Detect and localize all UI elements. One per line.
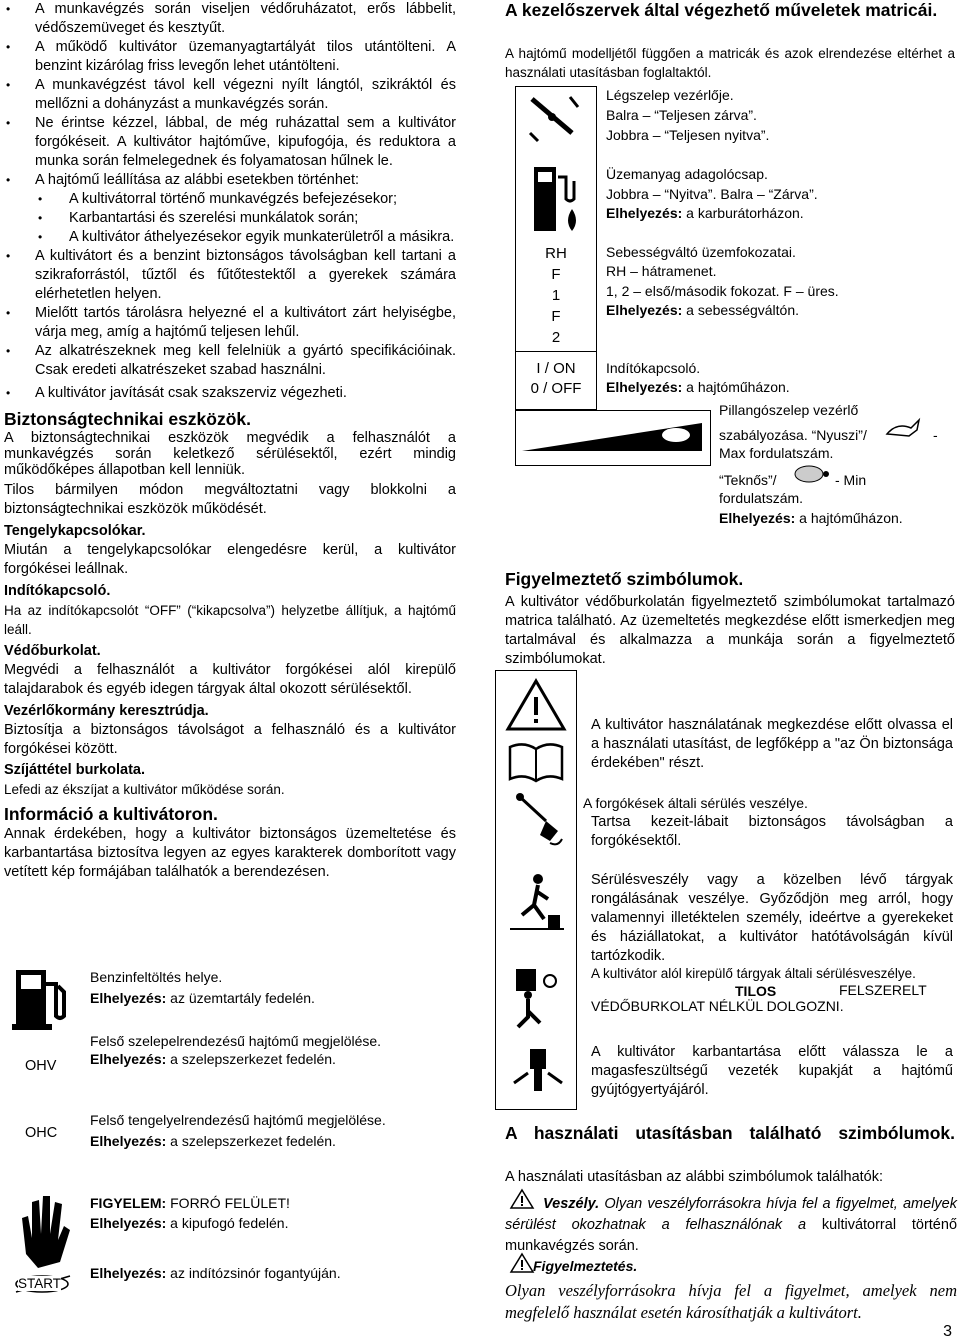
decal-hot-text: FIGYELEM: FORRÓ FELÜLET! [90, 1195, 290, 1211]
fuel-title: Üzemanyag adagolócsap. [606, 166, 768, 182]
safety-text-2: Tilos bármilyen módon megváltoztatni vagy blokkolni a biztonságtechnikai eszközök működését. [4, 482, 456, 517]
manual-intro: A használati utasításban az alábbi szimbólumok találhatók: [505, 1169, 884, 1185]
sub-bullet-item: • A kultivátor áthelyezésekor egyik munkaterületről a másikra. [4, 228, 456, 247]
bullet-item: • A munkavégzés során viseljen védőruházatot, erős lábbelit, védőszemüveget és kesztyűt. [4, 0, 456, 38]
ohc-code: OHC [25, 1125, 58, 1141]
throttle-dash: - [933, 427, 938, 443]
warn-item-debris: A kultivátor alól kirepülő tárgyak általi sérülésveszélye. [591, 966, 916, 981]
throttle-rpm: fordulatszám. [719, 490, 804, 506]
decal-hot-loc [90, 1214, 288, 1233]
loc-value: a karburátorházon. [686, 205, 804, 221]
choke-title: Légszelep vezérlője. [606, 87, 734, 103]
start-code: START [18, 1276, 62, 1291]
gear-code: F [551, 266, 561, 283]
fuel-dirs: Jobbra – “Nyitva”. Balra – “Zárva”. [606, 186, 818, 202]
throttle-turtle: “Teknős”/ [719, 472, 777, 488]
switch-code: 0 / OFF [530, 380, 582, 397]
bullet-item: • Ne érintse kézzel, lábbal, de még ruházattal sem a kultivátor forgókéseit. A kultivátor hajtóműve, kipufogója, és reduktora a munka során felmelegednek és folyamatosan hűlnek le. [4, 114, 456, 171]
switch-title: Indítókapcsoló. [606, 360, 701, 376]
danger-tail: kultivátorral történő munkavégzés során. [505, 1217, 958, 1254]
danger-body: Olyan veszélyforrásokra hívja fel a figyelmet, amelyek sérülést okozhatnak a felhasználónak a [505, 1196, 957, 1233]
gear-code: 1 [551, 287, 561, 304]
handle-title: Vezérlőkormány keresztrúdja. [4, 703, 209, 719]
warn-item-keep-away: Tartsa kezeit-lábait biztonságos távolságban a forgókésektől. [591, 814, 953, 849]
turtle-icon [789, 462, 831, 484]
rotating-blade-icon [510, 791, 566, 853]
loc-label: Elhelyezés: [719, 510, 796, 526]
sub-bullet-item: • A kultivátorral történő munkavégzés befejezésekor; [4, 190, 456, 209]
gear-loc [606, 301, 799, 320]
info-title: Információ a kultivátoron. [4, 804, 218, 824]
gear-code: F [551, 308, 561, 325]
ignition-text: Ha az indítókapcsolót “OFF” (“kikapcsolva”) helyzetbe állítjuk, a hajtómű leáll. [4, 603, 456, 637]
thrown-object-icon [508, 961, 568, 1031]
page-number: 3 [943, 1323, 952, 1340]
bullet-item: • A kultivátort és a benzint biztonságos távolságban kell tartani a szikraforrástól, tűztől és fűtőtestektől a gyerekek számára elérhetetlen helyen. [4, 247, 456, 304]
danger-label: Veszély. [543, 1196, 600, 1212]
decal-ohv-text: Felső szelepelrendezésű hajtómű megjelölése. [90, 1033, 382, 1049]
throttle-min: - Min [835, 472, 867, 488]
danger-text [505, 1194, 957, 1257]
ops-intro: A hajtómű modelljétől függően a matricák és azok elrendezése eltérhet a használati utasításban foglaltaktól. [505, 46, 955, 80]
loc-label: Elhelyezés: [90, 1051, 167, 1067]
bullet-item: • A munkavégzést távol kell végezni nyílt lángtól, szikráktól és mellőzni a dohányzást a munkavégzés során. [4, 76, 456, 114]
decal-ohc-text: Felső tengelyelrendezésű hajtómű megjelölése. [90, 1112, 386, 1128]
fuel-loc [606, 204, 804, 223]
warn-item-spark: A kultivátor karbantartása előtt válassza le a magasfeszültségű vezeték kupakját a hajtómű gyújtógyertyájáról. [591, 1044, 953, 1098]
loc-label: Elhelyezés: [606, 302, 683, 318]
safety-text: A biztonságtechnikai eszközök megvédik a felhasználót a munkavégzés során keletkező sérülésektől, ezért mindig működőképes állapotban kell lenniük. [4, 430, 456, 478]
bullet-item: • A hajtómű leállítása az alábbi esetekben történhet: [4, 171, 456, 190]
read-manual-icon [506, 739, 566, 785]
warn-title: Figyelmeztető szimbólumok. [505, 569, 744, 589]
loc-value: a szelepszerkezet fedelén. [170, 1051, 336, 1067]
ohc-icon [4, 1109, 80, 1175]
bullet-item: • A működő kultivátor üzemanyagtartályát tilos utántölteni. A benzint kizárólag friss levegőn lehet utántölteni. [4, 38, 456, 76]
warning-triangle-icon [504, 677, 568, 733]
decal-fuel-text: Benzinfeltöltés helye. [90, 969, 223, 985]
attention-triangle-icon [509, 1252, 535, 1274]
gear-fwd: 1, 2 – első/második fokozat. F – üres. [606, 283, 839, 299]
warn-item-bystanders: Sérülésveszély vagy a közelben lévő tárgyak rongálásának veszélye. Győződjön meg arról, hogy valamennyi illetéktelen személy, ideértve a gyerekeket és háziállatokat, a kultivátor hatótávolságán kívül tartózkodik. [591, 872, 953, 964]
info-text: Annak érdekében, hogy a kultivátor biztonságos üzemeltetése és karbantartása biztosítva legyen az egyes karakterek domborított vagy vetített kép formájában találhatók a berendezésen. [4, 826, 456, 880]
clutch-text: Miután a tengelykapcsolókar elengedésre kerül, a kultivátor forgókései leállnak. [4, 542, 456, 577]
loc-value: a kipufogó fedelén. [170, 1215, 289, 1231]
ohv-icon [4, 1036, 80, 1102]
gear-codes [516, 243, 596, 348]
ignition-title: Indítókapcsoló. [4, 583, 111, 599]
gear-title: Sebességváltó üzemfokozatai. [606, 244, 796, 260]
attention-label: Figyelmeztetés. [533, 1258, 638, 1274]
loc-value: a hajtóműházon. [799, 510, 903, 526]
throttle-rabbit [719, 426, 867, 445]
ops-title: A kezelőszervek által végezhető műveletek matricái. [505, 0, 938, 20]
throttle-max: Max fordulatszám. [719, 445, 834, 461]
choke-left: Balra – “Teljesen zárva”. [606, 107, 757, 123]
decal-fuel-loc [90, 989, 315, 1008]
bullet-item: • Az alkatrészeknek meg kell felelniük a gyártó specifikációinak. Csak eredeti alkatrészeket szabad használni. [4, 342, 456, 380]
controls-icon-column [515, 86, 597, 410]
spark-plug-icon [508, 1043, 568, 1103]
warning-icon-column [495, 670, 577, 1110]
switch-loc [606, 378, 790, 397]
bullet-item: • A kultivátor javítását csak szakszerviz végezheti. [4, 384, 456, 403]
gear-code: RH [545, 245, 567, 262]
loc-value: a szelepszerkezet fedelén. [170, 1133, 336, 1149]
hot-surface-hand-icon [12, 1188, 78, 1296]
manual-title: A használati utasításban található szimbólumok. [505, 1123, 955, 1143]
ohv-code: OHV [25, 1058, 57, 1074]
warn-item-no-guard: FELSZERELT VÉDŐBURKOLAT NÉLKÜL DOLGOZNI. [591, 982, 927, 1014]
loc-label: Elhelyezés: [606, 379, 683, 395]
rabbit-icon [883, 416, 923, 440]
guard-title: Védőburkolat. [4, 643, 101, 659]
choke-right: Jobbra – “Teljesen nyitva”. [606, 127, 770, 143]
clutch-title: Tengelykapcsolókar. [4, 523, 146, 539]
choke-icon [526, 93, 586, 143]
fuel-tap-icon [530, 163, 586, 211]
decal-start-loc [90, 1264, 341, 1283]
debris-icon [508, 871, 566, 941]
decal-table [4, 966, 456, 1296]
sub-bullet-item: • Karbantartási és szerelési munkálatok során; [4, 209, 456, 228]
switch-code: I / ON [536, 360, 576, 377]
bullet-item: • Mielőtt tartós tárolásra helyezné el a kultivátort zárt helyiségbe, várja meg, amíg a hajtómű teljesen lehűl. [4, 304, 456, 342]
throttle-loc [719, 509, 903, 528]
loc-value: a sebességváltón. [686, 302, 800, 318]
throttle-title: Pillangószelep vezérlő [719, 402, 859, 418]
throttle-decal [515, 410, 711, 466]
loc-value: az üzemtartály fedelén. [170, 990, 315, 1006]
loc-label: Elhelyezés: [90, 990, 167, 1006]
tilos-label: TILOS [735, 983, 777, 999]
gear-code: 2 [551, 329, 561, 346]
attention-text: Olyan veszélyforrásokra hívja fel a figyelmet, amelyek nem megfelelő használat esetén károsíthatják a kultivátort. [505, 1281, 957, 1322]
fuel-pump-icon [4, 966, 80, 1032]
decal-ohv-loc [90, 1050, 336, 1069]
loc-label: Elhelyezés: [90, 1133, 167, 1149]
loc-label: Elhelyezés: [606, 205, 683, 221]
decal-ohc-loc [90, 1132, 336, 1151]
guard-text: Megvédi a felhasználót a kultivátor forgókései alól kirepülő talajdarabok és egyéb idegen tárgyak által okozott sérülésektől. [4, 662, 456, 697]
fuel-drop-icon [530, 205, 586, 235]
warn-intro: A kultivátor védőburkolatán figyelmeztető szimbólumokat tartalmazó matrica található. Az üzemeltetés megkezdése előtt ismerkedjen meg tartalmával és alkalmazza a munkája során a figyelmeztető szimbólumokat. [505, 594, 955, 667]
loc-label: Elhelyezés: [90, 1215, 167, 1231]
handle-text: Biztosítja a biztonságos távolságot a felhasználó és a kultivátor forgókései között. [4, 722, 456, 757]
belt-cover-title: Szíjáttétel burkolata. [4, 762, 146, 778]
loc-value: az indítózsinór fogantyúján. [170, 1265, 341, 1281]
throttle-rabbit-text: szabályozása. “Nyuszi”/ [719, 427, 867, 443]
safety-title: Biztonságtechnikai eszközök. [4, 409, 252, 429]
loc-value: a hajtóműházon. [686, 379, 790, 395]
warn-item-manual: A kultivátor használatának megkezdése előtt olvassa el a használati utasítást, de legfőképp a "az Ön biztonsága érdekében" részt. [591, 717, 953, 771]
loc-label: Elhelyezés: [90, 1265, 167, 1281]
warn-item-blade: A forgókések általi sérülés veszélye. [583, 795, 808, 811]
gear-rh: RH – hátramenet. [606, 263, 717, 279]
switch-codes [516, 359, 596, 399]
belt-cover-text: Lefedi az ékszíjat a kultivátor működése során. [4, 782, 285, 797]
